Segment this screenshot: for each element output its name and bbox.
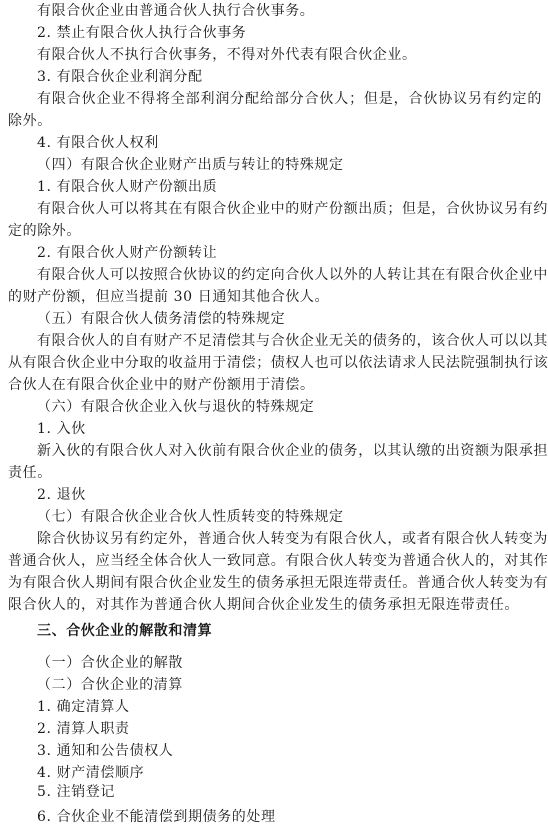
text-line: 为有限合伙人期间有限合伙企业发生的债务承担无限连带责任。普通合伙人转变为有 — [8, 575, 548, 591]
text-line: 有限合伙企业不得将全部利润分配给部分合伙人；但是，合伙协议另有约定的 — [37, 91, 542, 107]
text-line: 有限合伙企业由普通合伙人执行合伙事务。 — [37, 3, 315, 19]
text-line: 除外。 — [8, 113, 52, 129]
text-line: 普通合伙人，应当经全体合伙人一致同意。有限合伙人转变为普通合伙人的，对其作 — [8, 553, 548, 569]
text-line: 2. 禁止有限合伙人执行合伙事务 — [37, 25, 247, 41]
text-line: 1. 入伙 — [37, 421, 86, 437]
section-heading: （五）有限合伙人债务清偿的特殊规定 — [37, 311, 286, 327]
section-heading: （二）合伙企业的清算 — [37, 677, 183, 693]
text-line: 1. 有限合伙人财产份额出质 — [37, 179, 218, 195]
section-heading: （七）有限合伙企业合伙人性质转变的特殊规定 — [37, 509, 344, 525]
text-line: 除合伙协议另有约定外，普通合伙人转变为有限合伙人，或者有限合伙人转变为 — [37, 531, 548, 547]
text-line: 3. 有限合伙企业利润分配 — [37, 69, 203, 85]
text-line: 4. 有限合伙人权利 — [37, 135, 159, 151]
chapter-heading: 三、合伙企业的解散和清算 — [37, 623, 213, 639]
list-item: 2. 清算人职责 — [37, 721, 130, 737]
text-line: 2. 退伙 — [37, 487, 86, 503]
list-item: 6. 合伙企业不能清偿到期债务的处理 — [37, 809, 276, 825]
text-line: 限合伙人的，对其作为普通合伙人期间合伙企业发生的债务承担无限连带责任。 — [8, 597, 519, 613]
text-line: 合伙人在有限合伙企业中的财产份额用于清偿。 — [8, 377, 315, 393]
text-line: 有限合伙人可以将其在有限合伙企业中的财产份额出质；但是，合伙协议另有约 — [37, 201, 548, 217]
text-line: 有限合伙人不执行合伙事务，不得对外代表有限合伙企业。 — [37, 47, 417, 63]
text-line: 2. 有限合伙人财产份额转让 — [37, 245, 218, 261]
text-line: 定的除外。 — [8, 223, 81, 239]
text-line: 从有限合伙企业中分取的收益用于清偿；债权人也可以依法请求人民法院强制执行该 — [8, 355, 548, 371]
list-item: 3. 通知和公告债权人 — [37, 743, 174, 759]
list-item: 4. 财产清偿顺序 — [37, 765, 145, 781]
section-heading: （一）合伙企业的解散 — [37, 655, 183, 671]
section-heading: （四）有限合伙企业财产出质与转让的特殊规定 — [37, 157, 344, 173]
list-item: 5. 注销登记 — [37, 784, 116, 800]
section-heading: （六）有限合伙企业入伙与退伙的特殊规定 — [37, 399, 315, 415]
text-line: 有限合伙人的自有财产不足清偿其与合伙企业无关的债务的，该合伙人可以以其 — [37, 333, 548, 349]
text-line: 责任。 — [8, 465, 52, 481]
list-item: 1. 确定清算人 — [37, 699, 130, 715]
text-line: 有限合伙人可以按照合伙协议的约定向合伙人以外的人转让其在有限合伙企业中 — [37, 267, 548, 283]
text-line: 新入伙的有限合伙人对入伙前有限合伙企业的债务，以其认缴的出资额为限承担 — [37, 443, 548, 459]
text-line: 的财产份额，但应当提前 30 日通知其他合伙人。 — [8, 289, 330, 305]
